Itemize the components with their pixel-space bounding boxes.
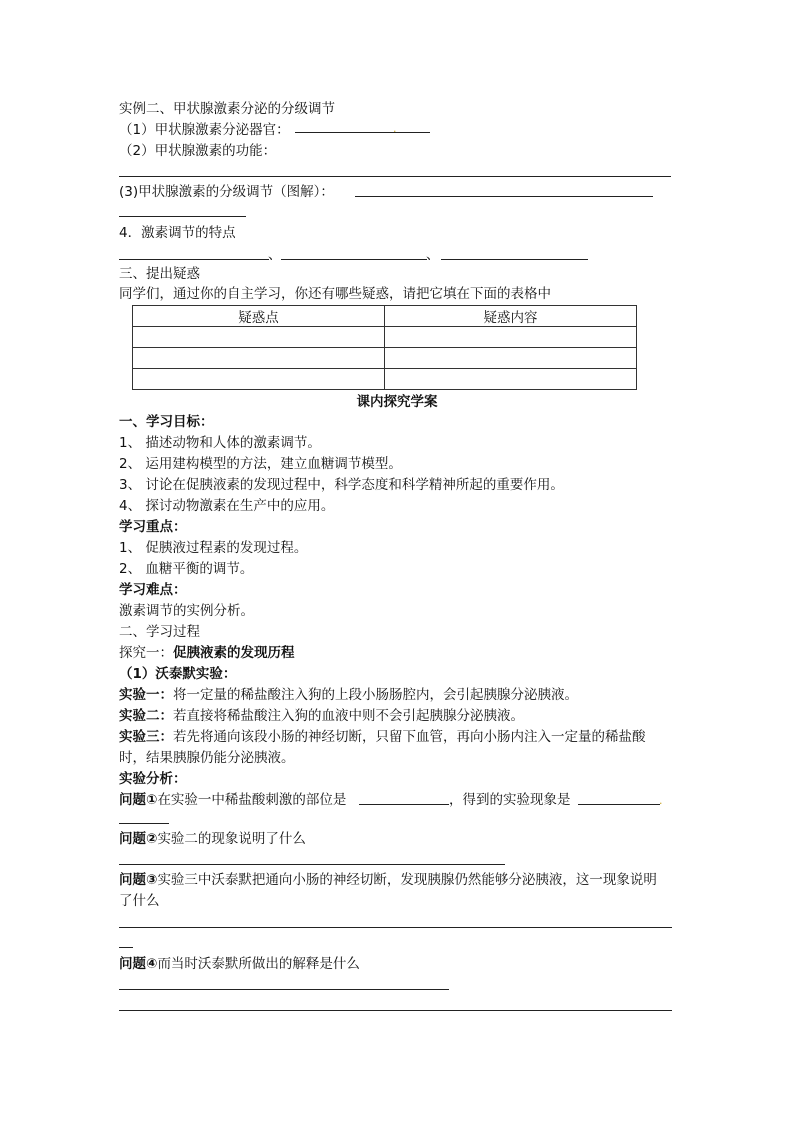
explore1-heading (119, 644, 295, 662)
process-title: 二、学习过程 (119, 624, 200, 640)
p4-answer-line-2[interactable] (119, 1010, 672, 1011)
exp2-text: 若直接将稀盐酸注入狗的血液中则不会引起胰腺分泌胰液。 (173, 708, 524, 724)
p1-dot: . (659, 794, 663, 807)
exp2-label: 实验二： (119, 708, 173, 724)
p1-text-b: ，得到的实验现象是 (449, 792, 571, 808)
table-cell[interactable] (385, 348, 637, 369)
p1-answer-line-2[interactable] (578, 804, 660, 805)
explore1-prefix: 探究一： (119, 645, 173, 661)
experiment-2 (119, 707, 524, 725)
questions-title: 三、提出疑惑 (119, 266, 200, 282)
q3-label: (3)甲状腺激素的分级调节（图解）： (119, 184, 334, 200)
p3-text-1: 实验三中沃泰默把通向小肠的神经切断，发现胰腺仍然能够分泌胰液，这一现象说明 (157, 872, 657, 888)
q2-answer-line[interactable] (119, 176, 671, 177)
problem-4 (119, 955, 360, 973)
feature-line-1[interactable] (119, 259, 269, 260)
difficulty-text: 激素调节的实例分析。 (119, 603, 254, 619)
p1-label: 问题① (119, 792, 158, 808)
p1-text-a: 在实验一中稀盐酸刺激的部位是 (157, 792, 347, 808)
p2-text: 实验二的现象说明了什么 (157, 831, 306, 847)
p2-answer-line[interactable] (119, 864, 505, 865)
experiment-1 (119, 686, 578, 704)
goals-title: 一、学习目标： (119, 414, 214, 430)
table-header-point: 疑惑点 (133, 306, 385, 327)
feature-line-3[interactable] (441, 259, 588, 260)
sec4-title: 4．激素调节的特点 (119, 225, 236, 241)
table-cell[interactable] (385, 327, 637, 348)
p2-label: 问题② (119, 831, 158, 847)
q1-answer-line[interactable] (295, 132, 430, 133)
problem-2 (119, 830, 306, 848)
goal-item: 2、 运用建构模型的方法，建立血糖调节模型。 (119, 456, 402, 472)
problem-1-a (119, 791, 346, 809)
explore1-title: 促胰液素的发现历程 (173, 645, 295, 661)
p1-answer-line-1[interactable] (359, 804, 449, 805)
exp1-label: 实验一： (119, 687, 173, 703)
table-cell[interactable] (133, 327, 385, 348)
p4-label: 问题④ (119, 956, 158, 972)
feature-sep-1: 、 (268, 247, 282, 263)
classroom-title: 课内探究学案 (356, 394, 438, 410)
key-item: 1、 促胰液过程素的发现过程。 (119, 540, 308, 556)
q3-answer-line-2[interactable] (119, 216, 246, 217)
p3-text-2: 了什么 (119, 893, 160, 909)
table-cell[interactable] (133, 369, 385, 390)
feature-sep-2: 、 (426, 247, 440, 263)
example2-title: 实例二、甲状腺激素分泌的分级调节 (119, 101, 335, 117)
key-item: 2、 血糖平衡的调节。 (119, 561, 254, 577)
q1-dot: . (393, 122, 397, 135)
q1-label: （1）甲状腺激素分泌器官： (119, 122, 290, 138)
exp3-text-1: 若先将通向该段小肠的神经切断，只留下血管，再向小肠内注入一定量的稀盐酸 (173, 729, 646, 745)
table-row (133, 348, 637, 369)
analysis-title: 实验分析： (119, 771, 187, 787)
exp3-label: 实验三： (119, 729, 173, 745)
table-header-content: 疑惑内容 (385, 306, 637, 327)
exp3-text-2: 时，结果胰腺仍能分泌胰液。 (119, 750, 295, 766)
p1-answer-line-3[interactable] (119, 823, 169, 824)
p3-label: 问题③ (119, 872, 158, 888)
goal-item: 3、 讨论在促胰液素的发现过程中，科学态度和科学精神所起的重要作用。 (119, 477, 564, 493)
table-cell[interactable] (385, 369, 637, 390)
table-row (133, 369, 637, 390)
p3-answer-line-1[interactable] (119, 927, 672, 928)
table-row (133, 327, 637, 348)
p4-text: 而当时沃泰默所做出的解释是什么 (157, 956, 360, 972)
p4-answer-line-1[interactable] (119, 989, 449, 990)
experiment-3 (119, 728, 646, 746)
goal-item: 1、 描述动物和人体的激素调节。 (119, 435, 321, 451)
key-title: 学习重点： (119, 519, 187, 535)
questions-prompt: 同学们，通过你的自主学习，你还有哪些疑惑，请把它填在下面的表格中 (119, 286, 551, 302)
feature-line-2[interactable] (281, 259, 427, 260)
exp1-text: 将一定量的稀盐酸注入狗的上段小肠肠腔内，会引起胰腺分泌胰液。 (173, 687, 578, 703)
p3-answer-line-2[interactable] (119, 947, 133, 948)
experiment-title: （1）沃泰默实验： (119, 666, 237, 682)
questions-table (132, 305, 637, 390)
problem-3 (119, 871, 657, 889)
goal-item: 4、 探讨动物激素在生产中的应用。 (119, 498, 335, 514)
table-cell[interactable] (133, 348, 385, 369)
difficulty-title: 学习难点： (119, 582, 187, 598)
q2-label: （2）甲状腺激素的功能： (119, 143, 277, 159)
q3-answer-line[interactable] (355, 196, 653, 197)
